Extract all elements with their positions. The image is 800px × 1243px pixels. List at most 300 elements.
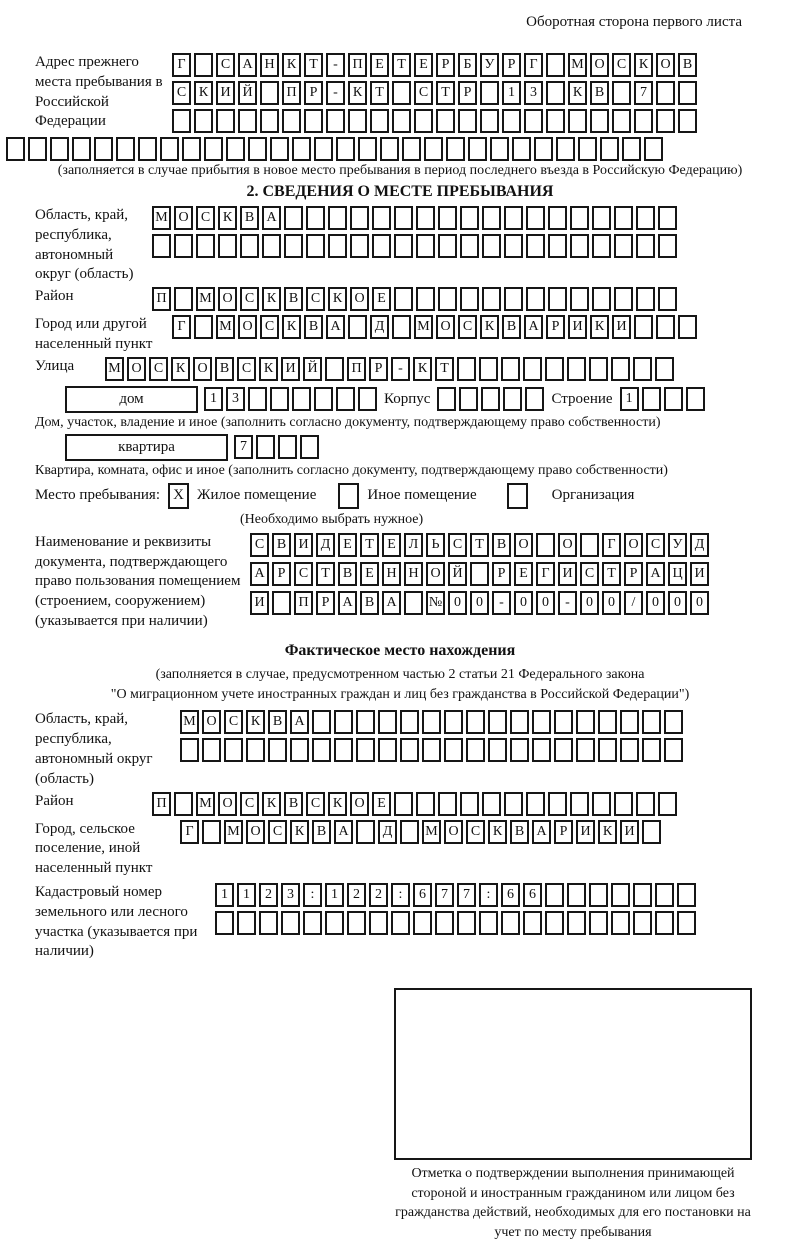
- char-cell: [303, 911, 322, 935]
- char-cell: [480, 81, 499, 105]
- char-cell: И: [281, 357, 300, 381]
- char-cell: Д: [316, 533, 335, 557]
- char-cell: 1: [502, 81, 521, 105]
- char-cell: [636, 792, 655, 816]
- char-cell: [172, 109, 191, 133]
- char-cell: -: [326, 53, 345, 77]
- char-cell: [460, 287, 479, 311]
- char-cell: Й: [238, 81, 257, 105]
- char-cell: [435, 911, 454, 935]
- char-cell: Т: [435, 357, 454, 381]
- char-cell: 7: [457, 883, 476, 907]
- char-cell: [466, 738, 485, 762]
- actual-location-title: Фактическое место нахождения: [284, 641, 516, 659]
- char-cell: К: [282, 315, 301, 339]
- char-cell: [402, 137, 421, 161]
- char-cell: В: [215, 357, 234, 381]
- char-cell: [372, 234, 391, 258]
- char-cell: [194, 109, 213, 133]
- char-cell: И: [294, 533, 313, 557]
- char-cell: [182, 137, 201, 161]
- char-cell: [180, 738, 199, 762]
- char-cell: К: [262, 287, 281, 311]
- char-cell: [260, 81, 279, 105]
- char-cell: [570, 792, 589, 816]
- char-cell: 1: [215, 883, 234, 907]
- char-cell: Т: [602, 562, 621, 586]
- char-cell: [502, 109, 521, 133]
- char-cell: [326, 109, 345, 133]
- char-cell: Р: [316, 591, 335, 615]
- char-cell: [504, 206, 523, 230]
- char-cell: У: [480, 53, 499, 77]
- char-cell: Д: [370, 315, 389, 339]
- char-cell: [328, 206, 347, 230]
- char-cell: [656, 315, 675, 339]
- apartment-caption: Квартира, комната, офис и иное (заполнить согласно документу, подтверждающему право собственности): [35, 462, 668, 478]
- char-cell: В: [502, 315, 521, 339]
- char-cell: А: [262, 206, 281, 230]
- confirmation-mark-box: [394, 988, 752, 1160]
- char-cell: А: [524, 315, 543, 339]
- char-cell: А: [532, 820, 551, 844]
- char-cell: [312, 738, 331, 762]
- char-cell: Е: [372, 792, 391, 816]
- char-cell: [658, 234, 677, 258]
- char-cell: [554, 738, 573, 762]
- char-cell: [160, 137, 179, 161]
- char-cell: М: [196, 792, 215, 816]
- char-cell: [482, 234, 501, 258]
- char-cell: [556, 137, 575, 161]
- char-cell: В: [240, 206, 259, 230]
- char-cell: [240, 234, 259, 258]
- char-cell: О: [514, 533, 533, 557]
- street-row: [105, 357, 674, 381]
- city-block: [35, 315, 800, 355]
- char-cell: [94, 137, 113, 161]
- char-cell: Р: [546, 315, 565, 339]
- char-cell: Р: [492, 562, 511, 586]
- char-cell: С: [306, 792, 325, 816]
- char-cell: :: [479, 883, 498, 907]
- prev-address-label: Адрес прежнего места пребывания в Российской Федерации: [35, 54, 163, 130]
- char-cell: К: [262, 792, 281, 816]
- fact-city-label: Город, сельское поселение, иной населенный пункт: [35, 820, 153, 877]
- char-cell: [678, 315, 697, 339]
- char-cell: К: [282, 53, 301, 77]
- char-cell: [634, 109, 653, 133]
- char-cell: [334, 710, 353, 734]
- char-cell: [356, 710, 375, 734]
- char-cell: Е: [338, 533, 357, 557]
- char-cell: К: [488, 820, 507, 844]
- char-cell: [503, 387, 522, 411]
- char-cell: [592, 792, 611, 816]
- char-cell: [224, 738, 243, 762]
- char-cell: 0: [668, 591, 687, 615]
- char-cell: [490, 137, 509, 161]
- char-cell: [424, 137, 443, 161]
- char-cell: [400, 710, 419, 734]
- char-cell: [501, 911, 520, 935]
- char-cell: В: [312, 820, 331, 844]
- district-row: [152, 287, 677, 311]
- confirmation-caption: Отметка о подтверждении выполнения принимающей стороной и иностранным гражданином или лицом без гражданства действий, необходимых для его постановки на учет по месту пребывания: [395, 1166, 751, 1240]
- char-cell: [270, 137, 289, 161]
- char-cell: Й: [303, 357, 322, 381]
- char-cell: Р: [624, 562, 643, 586]
- char-cell: [194, 53, 213, 77]
- char-cell: [394, 234, 413, 258]
- char-cell: [576, 738, 595, 762]
- house-row: [204, 387, 377, 411]
- char-cell: [284, 206, 303, 230]
- char-cell: [633, 911, 652, 935]
- char-cell: [446, 137, 465, 161]
- char-cell: [570, 206, 589, 230]
- char-cell: Т: [316, 562, 335, 586]
- house-caption: Дом, участок, владение и иное (заполнить согласно документу, подтверждающему право собственности): [35, 414, 661, 430]
- char-cell: [504, 287, 523, 311]
- char-cell: [246, 738, 265, 762]
- district-block: [35, 287, 800, 311]
- char-cell: 0: [514, 591, 533, 615]
- char-cell: [620, 738, 639, 762]
- char-cell: [567, 883, 586, 907]
- char-cell: В: [360, 591, 379, 615]
- char-cell: [598, 710, 617, 734]
- char-cell: [138, 137, 157, 161]
- char-cell: [612, 81, 631, 105]
- char-cell: О: [426, 562, 445, 586]
- char-cell: Е: [370, 53, 389, 77]
- char-cell: С: [216, 53, 235, 77]
- char-cell: К: [259, 357, 278, 381]
- char-cell: М: [105, 357, 124, 381]
- char-cell: [438, 792, 457, 816]
- char-cell: [468, 137, 487, 161]
- house-line: [65, 386, 800, 413]
- char-cell: Ц: [668, 562, 687, 586]
- char-cell: [642, 387, 661, 411]
- char-cell: 0: [470, 591, 489, 615]
- char-cell: [636, 287, 655, 311]
- fact-district-row: [152, 792, 677, 816]
- char-cell: 7: [234, 435, 253, 459]
- char-cell: [457, 357, 476, 381]
- char-cell: [501, 357, 520, 381]
- char-cell: Д: [378, 820, 397, 844]
- fact-city-row: [180, 820, 661, 844]
- char-cell: [568, 109, 587, 133]
- char-cell: [457, 911, 476, 935]
- street-label: Улица: [35, 357, 75, 374]
- char-cell: Е: [382, 533, 401, 557]
- char-cell: [592, 287, 611, 311]
- char-cell: [306, 206, 325, 230]
- char-cell: [392, 315, 411, 339]
- char-cell: [466, 710, 485, 734]
- char-cell: М: [216, 315, 235, 339]
- cadastral-label: Кадастровый номер земельного или лесного участка (указывается при наличии): [35, 883, 198, 960]
- char-cell: С: [612, 53, 631, 77]
- char-cell: -: [558, 591, 577, 615]
- char-cell: А: [238, 53, 257, 77]
- char-cell: [260, 109, 279, 133]
- document-block: [35, 533, 800, 632]
- char-cell: Е: [514, 562, 533, 586]
- char-cell: [634, 315, 653, 339]
- char-cell: [290, 738, 309, 762]
- char-cell: [545, 883, 564, 907]
- char-cell: [589, 883, 608, 907]
- char-cell: 2: [347, 883, 366, 907]
- char-cell: 1: [620, 387, 639, 411]
- district-label: Район: [35, 288, 74, 305]
- char-cell: Г: [180, 820, 199, 844]
- char-cell: И: [250, 591, 269, 615]
- char-cell: [394, 287, 413, 311]
- char-cell: А: [382, 591, 401, 615]
- char-cell: 3: [281, 883, 300, 907]
- char-cell: [204, 137, 223, 161]
- char-cell: [194, 315, 213, 339]
- char-cell: [460, 206, 479, 230]
- char-cell: [570, 287, 589, 311]
- char-cell: [481, 387, 500, 411]
- char-cell: [416, 792, 435, 816]
- house-box-label: дом: [65, 386, 198, 413]
- char-cell: [536, 533, 555, 557]
- char-cell: :: [391, 883, 410, 907]
- char-cell: 1: [325, 883, 344, 907]
- char-cell: [580, 533, 599, 557]
- char-cell: В: [338, 562, 357, 586]
- char-cell: [218, 234, 237, 258]
- char-cell: [270, 387, 289, 411]
- fact-city-block: [35, 820, 800, 879]
- char-cell: Н: [260, 53, 279, 77]
- char-cell: П: [282, 81, 301, 105]
- char-cell: 0: [448, 591, 467, 615]
- cadastral-row-1: [215, 883, 696, 907]
- char-cell: М: [422, 820, 441, 844]
- char-cell: [306, 234, 325, 258]
- char-cell: [215, 911, 234, 935]
- char-cell: [325, 911, 344, 935]
- char-cell: А: [290, 710, 309, 734]
- char-cell: [655, 883, 674, 907]
- char-cell: [642, 710, 661, 734]
- char-cell: [314, 387, 333, 411]
- char-cell: А: [646, 562, 665, 586]
- char-cell: [459, 387, 478, 411]
- char-cell: Т: [304, 53, 323, 77]
- char-cell: [422, 710, 441, 734]
- char-cell: [300, 435, 319, 459]
- char-cell: [394, 792, 413, 816]
- char-cell: С: [240, 792, 259, 816]
- stay-type-label: Место пребывания:: [35, 487, 160, 504]
- stay-type-checkbox-residential: X: [168, 483, 189, 509]
- fact-region-row-2: [180, 738, 683, 762]
- char-cell: [622, 137, 641, 161]
- cadastral-row-2: [215, 911, 696, 935]
- region-row-2: [152, 234, 677, 258]
- char-cell: 7: [435, 883, 454, 907]
- char-cell: [444, 738, 463, 762]
- char-cell: Р: [304, 81, 323, 105]
- char-cell: [611, 883, 630, 907]
- char-cell: П: [152, 792, 171, 816]
- char-cell: [400, 820, 419, 844]
- char-cell: [174, 234, 193, 258]
- char-cell: А: [326, 315, 345, 339]
- char-cell: [523, 911, 542, 935]
- char-cell: С: [268, 820, 287, 844]
- char-cell: [548, 234, 567, 258]
- char-cell: [259, 911, 278, 935]
- char-cell: Е: [372, 287, 391, 311]
- char-cell: [370, 109, 389, 133]
- char-cell: [592, 234, 611, 258]
- char-cell: О: [174, 206, 193, 230]
- char-cell: [578, 137, 597, 161]
- char-cell: [546, 81, 565, 105]
- char-cell: [678, 81, 697, 105]
- char-cell: [436, 109, 455, 133]
- char-cell: [526, 287, 545, 311]
- char-cell: [238, 109, 257, 133]
- street-block: [35, 357, 800, 381]
- char-cell: [116, 137, 135, 161]
- char-cell: 6: [501, 883, 520, 907]
- char-cell: Р: [458, 81, 477, 105]
- prev-address-row-4: [6, 137, 800, 161]
- char-cell: [248, 137, 267, 161]
- char-cell: 3: [524, 81, 543, 105]
- char-cell: Р: [272, 562, 291, 586]
- char-cell: К: [598, 820, 617, 844]
- char-cell: [664, 387, 683, 411]
- char-cell: [664, 710, 683, 734]
- stay-type-checkbox-organization: [507, 483, 528, 509]
- char-cell: [614, 792, 633, 816]
- char-cell: [525, 387, 544, 411]
- char-cell: [548, 792, 567, 816]
- char-cell: К: [246, 710, 265, 734]
- char-cell: [50, 137, 69, 161]
- char-cell: [545, 357, 564, 381]
- char-cell: [378, 738, 397, 762]
- char-cell: [6, 137, 25, 161]
- char-cell: 0: [602, 591, 621, 615]
- char-cell: С: [196, 206, 215, 230]
- char-cell: Г: [536, 562, 555, 586]
- char-cell: [658, 206, 677, 230]
- char-cell: /: [624, 591, 643, 615]
- char-cell: [611, 911, 630, 935]
- char-cell: Г: [172, 315, 191, 339]
- char-cell: В: [272, 533, 291, 557]
- document-row-3: [250, 591, 709, 615]
- char-cell: [422, 738, 441, 762]
- char-cell: [510, 738, 529, 762]
- char-cell: К: [171, 357, 190, 381]
- char-cell: [677, 911, 696, 935]
- stay-type-option-other-premises: Иное помещение: [367, 487, 477, 504]
- char-cell: [281, 911, 300, 935]
- char-cell: С: [466, 820, 485, 844]
- char-cell: [304, 109, 323, 133]
- char-cell: [482, 206, 501, 230]
- char-cell: [416, 206, 435, 230]
- char-cell: [438, 206, 457, 230]
- document-row-1: [250, 533, 709, 557]
- char-cell: [512, 137, 531, 161]
- stay-type-note: (Необходимо выбрать нужное): [240, 511, 424, 527]
- char-cell: 0: [536, 591, 555, 615]
- char-cell: А: [338, 591, 357, 615]
- section2-title: 2. СВЕДЕНИЯ О МЕСТЕ ПРЕБЫВАНИЯ: [246, 183, 554, 200]
- char-cell: К: [634, 53, 653, 77]
- char-cell: В: [590, 81, 609, 105]
- char-cell: [480, 109, 499, 133]
- char-cell: [268, 738, 287, 762]
- char-cell: [216, 109, 235, 133]
- char-cell: С: [646, 533, 665, 557]
- char-cell: [202, 738, 221, 762]
- char-cell: Р: [369, 357, 388, 381]
- char-cell: [546, 53, 565, 77]
- char-cell: [614, 287, 633, 311]
- char-cell: С: [448, 533, 467, 557]
- char-cell: [589, 911, 608, 935]
- char-cell: [532, 738, 551, 762]
- prev-address-block: [35, 53, 800, 133]
- stay-type-option-residential: Жилое помещение: [197, 487, 317, 504]
- char-cell: [633, 883, 652, 907]
- char-cell: [248, 387, 267, 411]
- korpus-label: Корпус: [384, 390, 431, 407]
- char-cell: [437, 387, 456, 411]
- char-cell: Е: [414, 53, 433, 77]
- char-cell: Т: [436, 81, 455, 105]
- char-cell: О: [350, 792, 369, 816]
- char-cell: С: [294, 562, 313, 586]
- char-cell: К: [218, 206, 237, 230]
- prev-address-row-2: [172, 81, 697, 105]
- apartment-line: [65, 434, 800, 461]
- char-cell: [438, 287, 457, 311]
- char-cell: [611, 357, 630, 381]
- char-cell: [196, 234, 215, 258]
- char-cell: К: [568, 81, 587, 105]
- char-cell: 6: [523, 883, 542, 907]
- char-cell: [570, 234, 589, 258]
- char-cell: [504, 792, 523, 816]
- char-cell: В: [678, 53, 697, 77]
- char-cell: В: [284, 792, 303, 816]
- char-cell: 0: [646, 591, 665, 615]
- char-cell: О: [246, 820, 265, 844]
- char-cell: К: [328, 287, 347, 311]
- char-cell: [656, 81, 675, 105]
- city-row: [172, 315, 697, 339]
- char-cell: [350, 206, 369, 230]
- char-cell: О: [193, 357, 212, 381]
